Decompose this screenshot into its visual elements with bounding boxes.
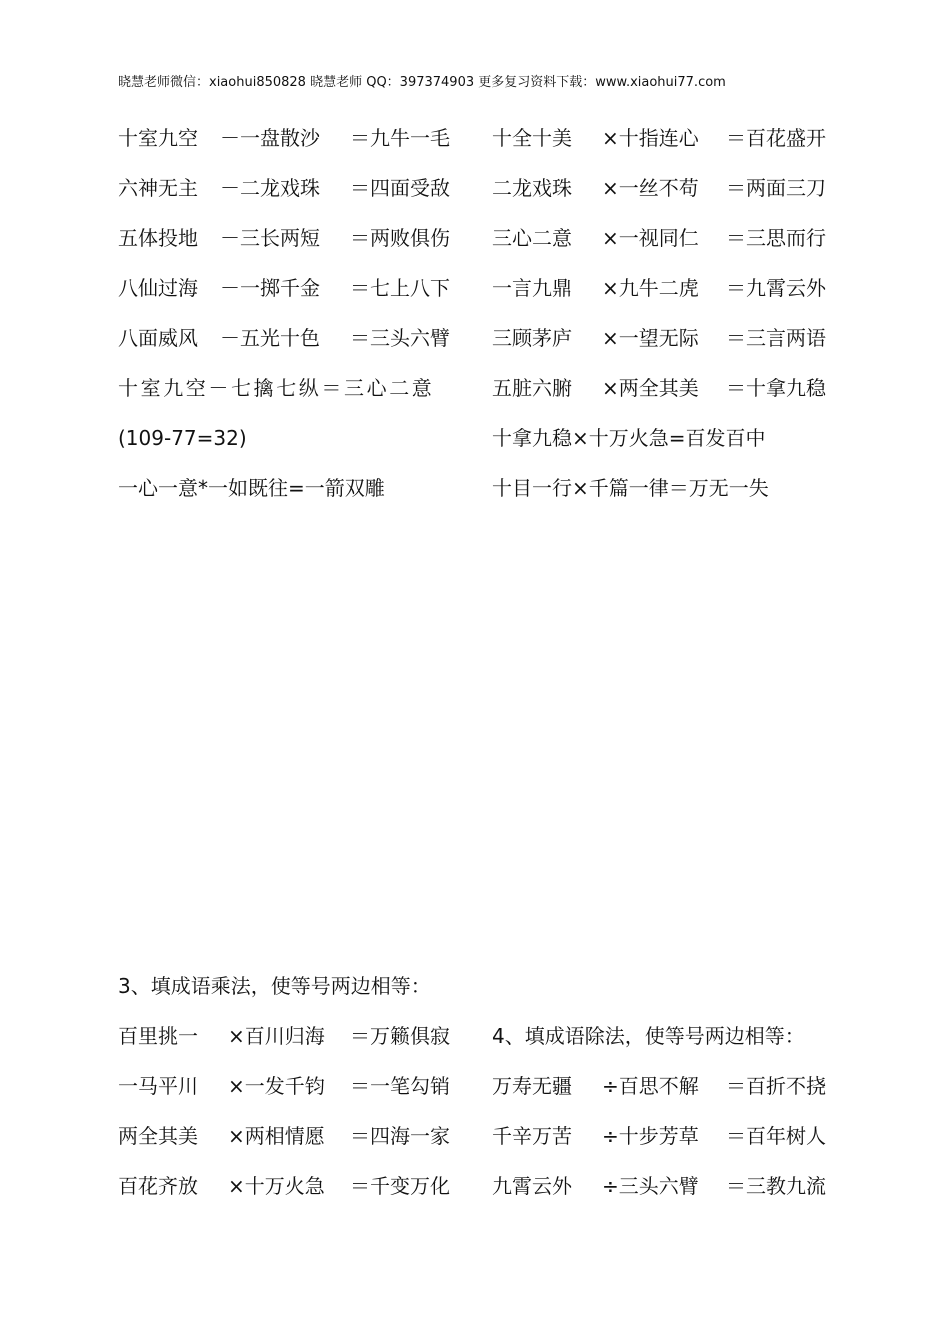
idiom-cell: ＝三言两语	[726, 326, 826, 350]
section-3-title: 3、填成语乘法，使等号两边相等：	[118, 974, 431, 998]
idiom-cell: －五光十色	[220, 326, 320, 350]
idiom-cell: ÷百思不解	[602, 1074, 699, 1098]
idiom-cell: 八面威风	[118, 326, 198, 350]
equation-row	[118, 1122, 838, 1150]
idiom-cell: ＝万籁俱寂	[350, 1024, 450, 1048]
idiom-cell: ＝三教九流	[726, 1174, 826, 1198]
idiom-cell: 十全十美	[492, 126, 572, 150]
equation-row	[118, 1022, 838, 1050]
idiom-cell: ×一望无际	[602, 326, 699, 350]
equation-text: 一心一意*一如既往=一箭双雕	[118, 476, 385, 500]
idiom-cell: ×百川归海	[228, 1024, 325, 1048]
idiom-cell: ＝两面三刀	[726, 176, 826, 200]
idiom-cell: －一盘散沙	[220, 126, 320, 150]
idiom-cell: ＝三头六臂	[350, 326, 450, 350]
idiom-cell: 九霄云外	[492, 1174, 572, 1198]
equation-row	[118, 324, 838, 352]
idiom-cell: ×十指连心	[602, 126, 699, 150]
idiom-cell: －二龙戏珠	[220, 176, 320, 200]
idiom-cell: ＝四面受敌	[350, 176, 450, 200]
calculation-note: (109-77=32)	[118, 426, 247, 450]
idiom-cell: ×九牛二虎	[602, 276, 699, 300]
idiom-cell: ＝十拿九稳	[726, 376, 826, 400]
idiom-cell: ＝七上八下	[350, 276, 450, 300]
idiom-cell: －一掷千金	[220, 276, 320, 300]
section-4-title: 4、填成语除法，使等号两边相等：	[492, 1024, 805, 1048]
idiom-cell: 五脏六腑	[492, 376, 572, 400]
idiom-cell: ×两全其美	[602, 376, 699, 400]
equation-row	[118, 174, 838, 202]
idiom-cell: 百里挑一	[118, 1024, 198, 1048]
idiom-cell: ＝一笔勾销	[350, 1074, 450, 1098]
equation-row	[118, 274, 838, 302]
idiom-cell: 三心二意	[492, 226, 572, 250]
idiom-cell: ×一丝不苟	[602, 176, 699, 200]
equation-row	[118, 374, 838, 402]
idiom-cell: 二龙戏珠	[492, 176, 572, 200]
page-header: 晓慧老师微信：xiaohui850828 晓慧老师 QQ：397374903 更多复习资料下载：www.xiaohui77.com	[118, 75, 726, 90]
idiom-cell: ×一发千钧	[228, 1074, 325, 1098]
equation-row	[118, 1172, 838, 1200]
idiom-cell: ×一视同仁	[602, 226, 699, 250]
idiom-cell: 千辛万苦	[492, 1124, 572, 1148]
idiom-cell: ＝九牛一毛	[350, 126, 450, 150]
idiom-cell: ＝四海一家	[350, 1124, 450, 1148]
idiom-cell: 百花齐放	[118, 1174, 198, 1198]
idiom-cell: ×两相情愿	[228, 1124, 325, 1148]
equation-row	[118, 224, 838, 252]
idiom-cell: ＝九霄云外	[726, 276, 826, 300]
idiom-cell: －三长两短	[220, 226, 320, 250]
equation-row	[118, 124, 838, 152]
idiom-cell: ÷三头六臂	[602, 1174, 699, 1198]
idiom-cell: ＝百年树人	[726, 1124, 826, 1148]
idiom-cell: ＝两败俱伤	[350, 226, 450, 250]
idiom-cell: 十室九空	[118, 126, 198, 150]
idiom-cell: ×十万火急	[228, 1174, 325, 1198]
idiom-cell: ÷十步芳草	[602, 1124, 699, 1148]
equation-text: 十拿九稳×十万火急=百发百中	[492, 426, 766, 450]
idiom-cell: 一言九鼎	[492, 276, 572, 300]
idiom-cell: 万寿无疆	[492, 1074, 572, 1098]
equation-text: 十目一行×千篇一律＝万无一失	[492, 476, 769, 500]
idiom-cell: 六神无主	[118, 176, 198, 200]
equation-row	[118, 1072, 838, 1100]
idiom-cell: ＝三思而行	[726, 226, 826, 250]
idiom-cell: 八仙过海	[118, 276, 198, 300]
idiom-cell: ＝百折不挠	[726, 1074, 826, 1098]
idiom-cell: ＝千变万化	[350, 1174, 450, 1198]
equation-text: 十室九空－七擒七纵＝三心二意	[118, 376, 435, 400]
idiom-cell: 三顾茅庐	[492, 326, 572, 350]
idiom-cell: ＝百花盛开	[726, 126, 826, 150]
idiom-cell: 五体投地	[118, 226, 198, 250]
idiom-cell: 两全其美	[118, 1124, 198, 1148]
idiom-cell: 一马平川	[118, 1074, 198, 1098]
